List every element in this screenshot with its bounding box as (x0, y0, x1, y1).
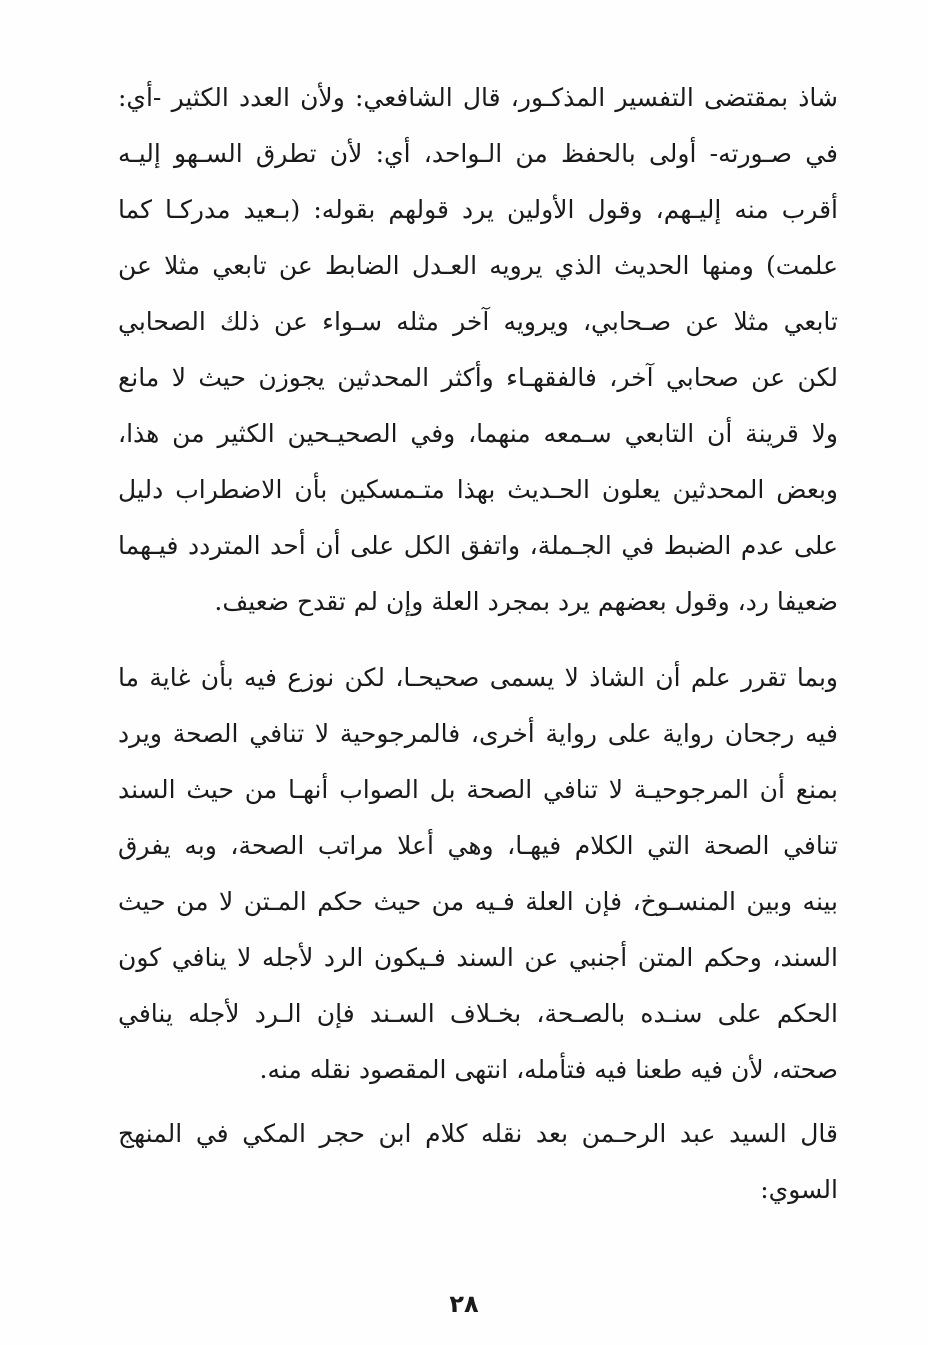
text-line: علمت) ومنها الحديث الذي يرويه العـدل الضابط عن تابعي مثلا عن (118, 251, 838, 280)
text-line: لكن عن صحابي آخر، فالفقهـاء وأكثر المحدثين يجوزن حيث لا مانع (118, 363, 838, 392)
text-line: وبعض المحدثين يعلون الحـديث بهذا متـمسكين بأن الاضطراب دليل (118, 475, 838, 504)
text-line: السوي: (760, 1175, 838, 1204)
text-line: صحته، لأن فيه طعنا فيه فتأمله، انتهى المقصود نقله منه. (259, 1055, 838, 1084)
text-line: الحكم على سنـده بالصـحة، بخـلاف السـند فإن الـرد لأجله ينافي (118, 999, 838, 1028)
paragraph-3 (118, 1106, 838, 1218)
text-line: على عدم الضبط في الجـملة، واتفق الكل على أن أحد المتردد فيـهما (118, 531, 838, 560)
text-line: في صـورته- أولى بالحفظ من الـواحد، أي: لأن تطرق السـهو إليـه (118, 139, 838, 168)
text-line: تابعي مثلا عن صـحابي، ويرويه آخر مثله سـواء عن ذلك الصحابي (118, 307, 838, 336)
text-line: ضعيفا رد، وقول بعضهم يرد بمجرد العلة وإن لم تقدح ضعيف. (214, 587, 838, 616)
text-line: ولا قرينة أن التابعي سـمعه منهما، وفي الصحيـحين الكثير من هذا، (118, 419, 838, 448)
text-line: تنافي الصحة التي الكلام فيهـا، وهي أعلا مراتب الصحة، وبه يفرق (118, 831, 838, 860)
text-line: قال السيد عبد الرحـمن بعد نقله كلام ابن حجر المكي في المنهج (118, 1119, 838, 1148)
text-line: فيه رجحان رواية على رواية أخرى، فالمرجوحية لا تنافي الصحة ويرد (118, 719, 838, 748)
text-line: بينه وبين المنسـوخ، فإن العلة فـيه من حيث حكم المـتن لا من حيث (118, 887, 838, 916)
text-line: وبما تقرر علم أن الشاذ لا يسمى صحيحـا، لكن نوزع فيه بأن غاية ما (118, 663, 838, 692)
text-line: السند، وحكم المتن أجنبي عن السند فـيكون الرد لأجله لا ينافي كون (118, 943, 838, 972)
paragraph-2 (118, 650, 838, 1098)
text-line: شاذ بمقتضى التفسير المذكـور، قال الشافعي: ولأن العدد الكثير -أي: (118, 83, 838, 112)
text-line: بمنع أن المرجوحيـة لا تنافي الصحة بل الصواب أنهـا من حيث السند (118, 775, 838, 804)
text-line: أقرب منه إليـهم، وقول الأولين يرد قولهم بقوله: (بـعيد مدركـا كما (118, 195, 838, 224)
page-number: ٢٨ (449, 1290, 479, 1318)
paragraph-1 (118, 70, 838, 630)
